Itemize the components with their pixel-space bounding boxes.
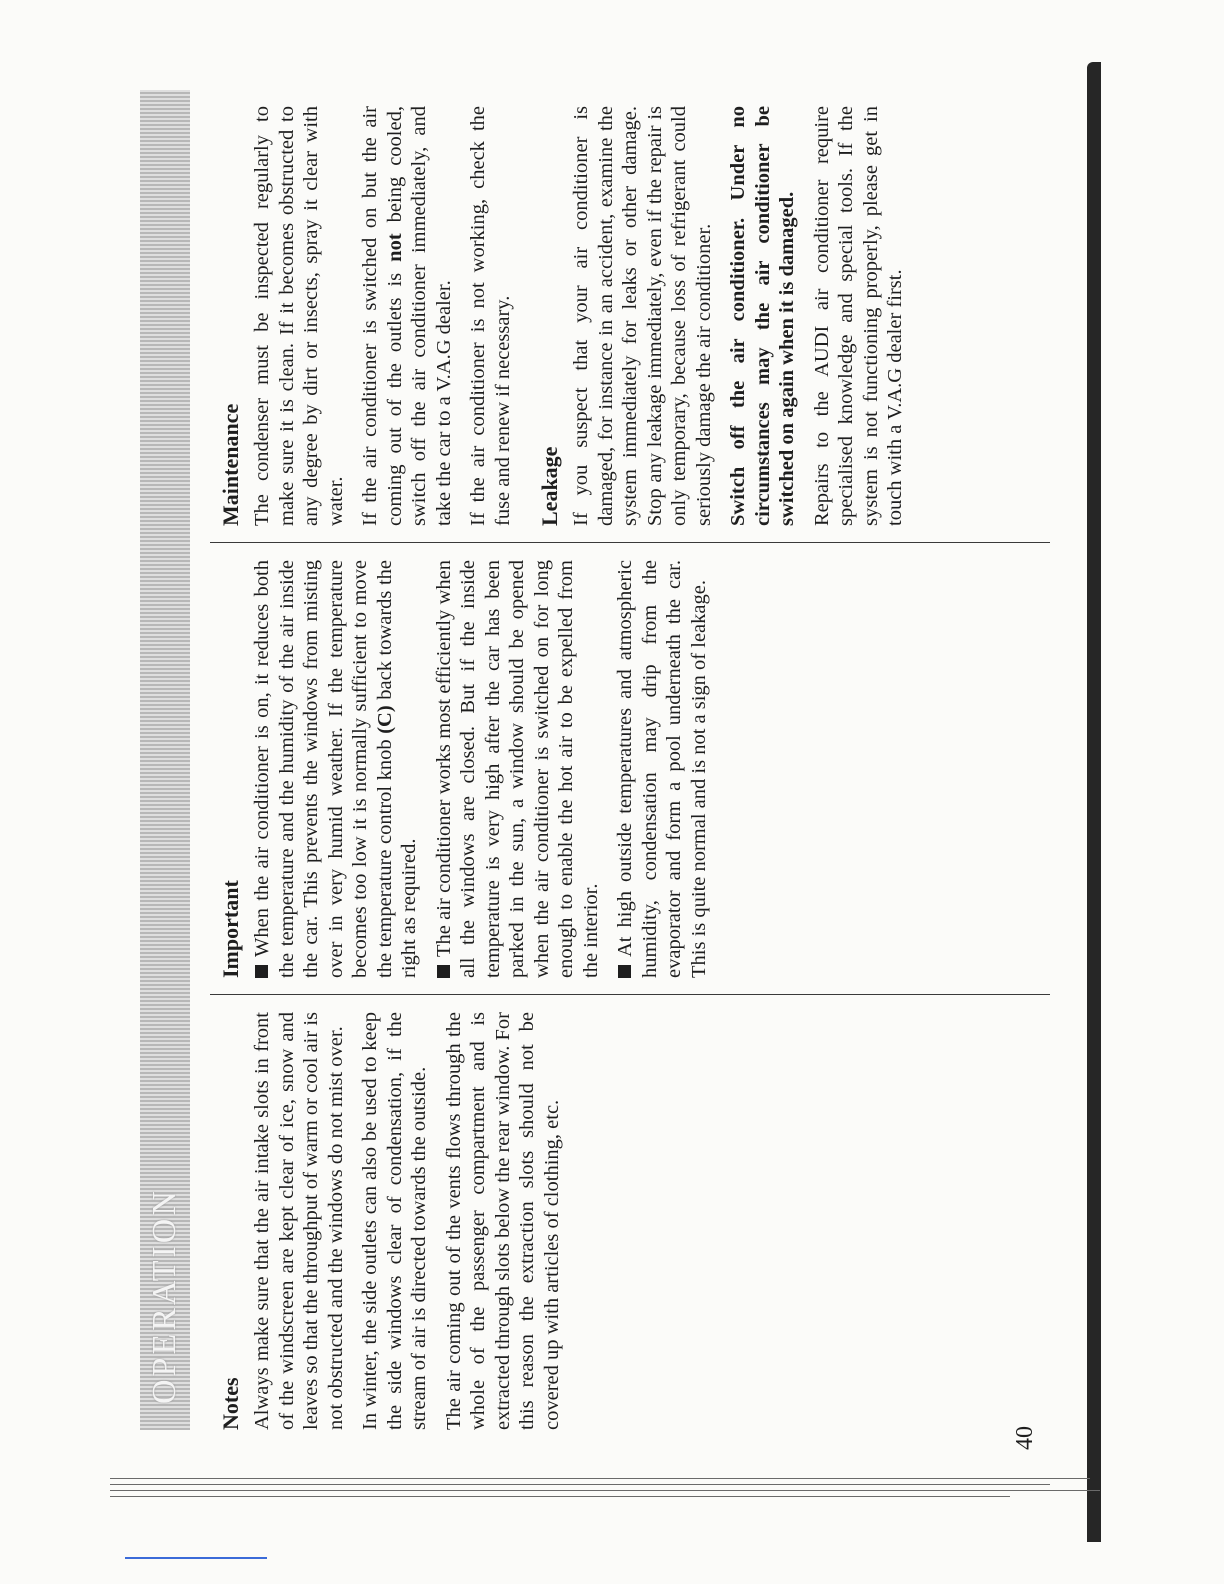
notes-paragraph: The air coming out of the vents flows through the whole of the passenger compartment and is extracted through slots below the rear window. For this reason the extraction slots should not be covered up with articles of clothing, etc. — [442, 1012, 563, 1430]
page-edge-artifact — [110, 1472, 1110, 1512]
control-knob-label: (C) — [373, 705, 396, 734]
notes-heading: Notes — [218, 1377, 243, 1430]
leakage-heading: Leakage — [537, 446, 562, 526]
important-item — [432, 560, 604, 978]
leakage-paragraph: If you suspect that your air conditioner is damaged, for instance in an accident, examine the system immediately for leaks or other damage. Stop any leakage immediately, even if the repair is only temporary, because loss of refrigerant could seriously damage the air conditioner. — [570, 106, 715, 526]
column-rule — [210, 994, 1050, 995]
column-rule — [210, 542, 1050, 543]
notes-column — [218, 1012, 574, 1430]
notes-paragraph: Always make sure that the air intake slots in front of the windscreen are kept clear of ice, snow and leaves so that the throughput of warm or cool air is not obstructed and the windows do not mist over. — [251, 1012, 347, 1430]
notes-paragraph: In winter, the side outlets can also be used to keep the side windows clear of condensation, if the stream of air is directed towards the outside. — [359, 1012, 430, 1430]
binding-shadow — [1087, 62, 1101, 1542]
maintenance-text: If the air conditioner is switched on but the air coming out of the outlets is — [359, 106, 406, 526]
maintenance-column — [218, 106, 918, 526]
important-item-text: back towards the right as required. — [373, 560, 420, 978]
important-item-text: When the air conditioner is on, it reduces both the temperature and the humidity of the air inside the car. This prevents the windows from misting over in very humid weather. If the temperature becomes too low it is normally sufficient to move the temperature control knob — [251, 560, 396, 978]
bullet-square-icon — [618, 965, 631, 978]
section-header-band — [140, 90, 190, 1430]
important-heading: Important — [218, 880, 243, 978]
leakage-warning-text: Switch off the air conditioner. Under no circumstances may the air conditioner be switched on again when it is damaged. — [727, 106, 798, 526]
important-item-text: The air conditioner works most efficiently when all the windows are closed. But if the inside temperature is very high after the car has been parked in the sun, a window should be opened when the air conditioner is switched on for long enough to enable the hot air to be expelled from the interior. — [432, 560, 602, 978]
leakage-paragraph: Repairs to the AUDI air conditioner require specialised knowledge and special tools. If the system is not functioning properly, please get in touch with a V.A.G dealer first. — [810, 106, 906, 526]
section-title: OPERATION — [146, 1188, 183, 1404]
important-item — [250, 560, 422, 978]
scan-mark — [125, 1557, 267, 1559]
maintenance-heading: Maintenance — [218, 403, 243, 526]
rotated-content — [140, 70, 1060, 1450]
page-number: 40 — [1012, 1426, 1038, 1450]
important-item-text: At high outside temperatures and atmospheric humidity, condensation may drip from the evaporator and form a pool underneath the car. This is quite normal and is not a sign of leakage. — [614, 560, 710, 978]
bullet-square-icon — [437, 965, 450, 978]
maintenance-text: being cooled, switch off the air conditioner immediately, and take the car to a V.A.G dealer. — [383, 106, 455, 526]
emphasis-not: not — [383, 233, 406, 262]
leakage-warning — [726, 106, 800, 526]
bullet-square-icon — [255, 965, 268, 978]
maintenance-paragraph: The condenser must be inspected regularly to make sure it is clean. If it becomes obstructed to any degree by dirt or insects, spray it clear with water. — [251, 106, 347, 526]
important-column — [218, 560, 721, 978]
important-item — [613, 560, 711, 978]
maintenance-paragraph: If the air conditioner is not working, check the fuse and renew if necessary. — [467, 106, 514, 526]
maintenance-paragraph — [358, 106, 456, 526]
